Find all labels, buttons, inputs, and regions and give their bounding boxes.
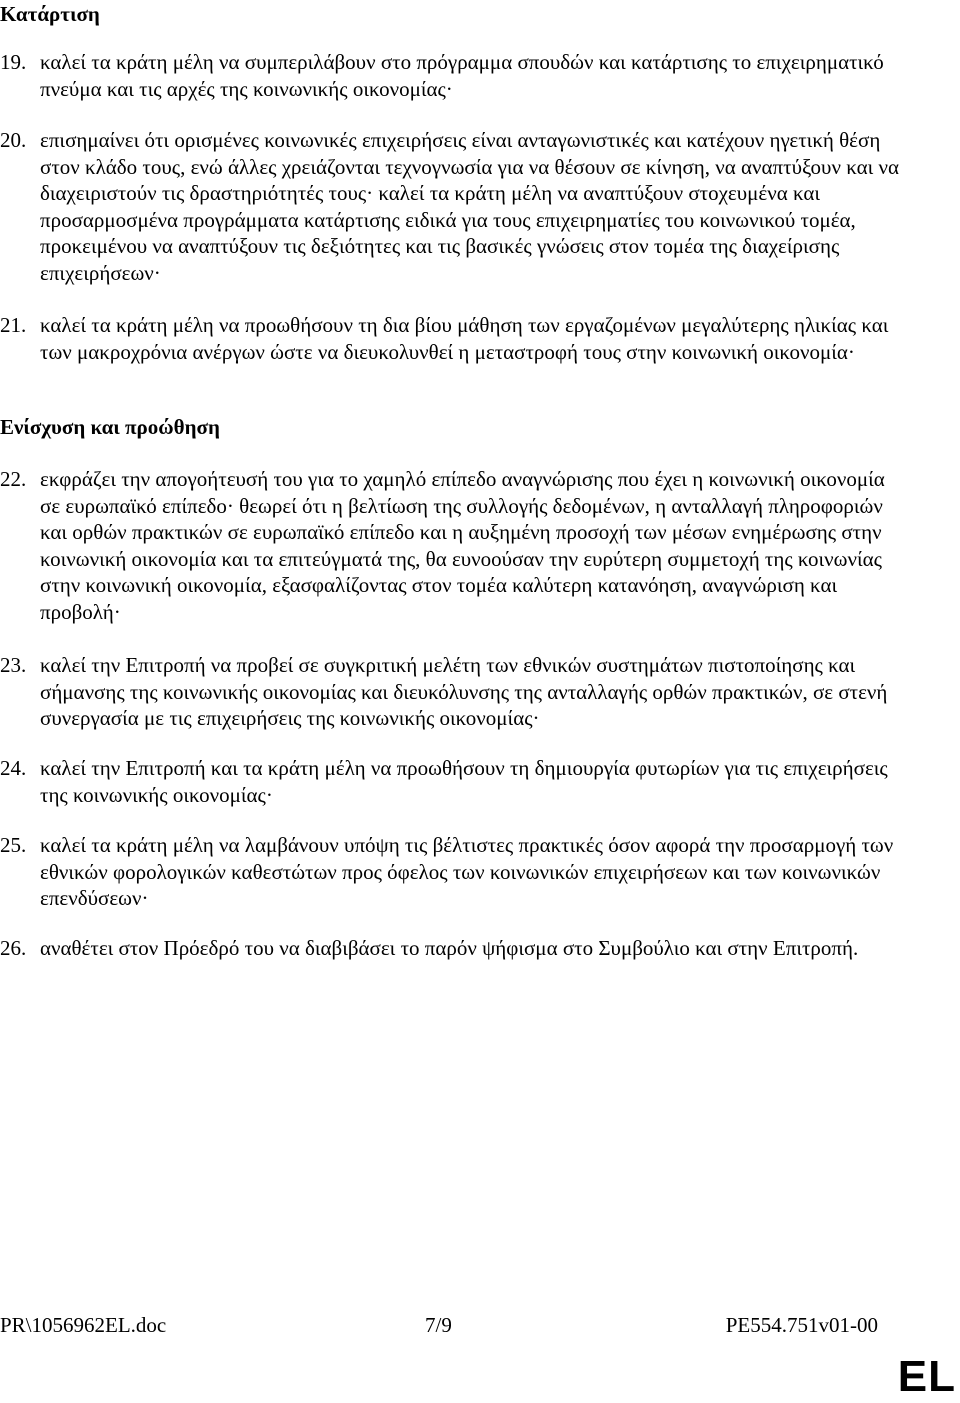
paragraph-26 [0, 935, 900, 962]
section-heading-training: Κατάρτιση [0, 2, 100, 26]
paragraph-21 [0, 312, 900, 365]
paragraph-19 [0, 49, 900, 102]
paragraph-22 [0, 466, 900, 625]
paragraph-20 [0, 127, 900, 286]
paragraph-number: 24. [0, 756, 27, 780]
paragraph-number: 19. [0, 50, 27, 74]
section-heading-promotion: Ενίσχυση και προώθηση [0, 415, 220, 439]
paragraph-23 [0, 652, 900, 732]
language-code: EL [897, 1352, 956, 1401]
footer-doc-ref: PR\1056962EL.doc [0, 1313, 167, 1337]
paragraph-text: καλεί τα κράτη μέλη να λαμβάνουν υπόψη τις βέλτιστες πρακτικές όσον αφορά την προσαρμογή των εθνικών φορολογικών καθεστώτων προς όφελος των κοινωνικών επιχειρήσεων και των κοινωνικών επενδύσεων· [40, 833, 894, 910]
paragraph-number: 20. [0, 128, 27, 152]
footer-pe-ref: PE554.751v01-00 [725, 1313, 878, 1337]
paragraph-number: 25. [0, 833, 27, 857]
paragraph-text: καλεί τα κράτη μέλη να συμπεριλάβουν στο πρόγραμμα σπουδών και κατάρτισης το επιχειρηματικό πνεύμα και τις αρχές της κοινωνικής οικονομίας· [40, 50, 884, 101]
paragraph-number: 26. [0, 936, 27, 960]
paragraph-number: 22. [0, 467, 27, 491]
paragraph-text: καλεί την Επιτροπή να προβεί σε συγκριτική μελέτη των εθνικών συστημάτων πιστοποίησης και σήμανσης της κοινωνικής οικονομίας και διευκόλυνσης της ανταλλαγής ορθών πρακτικών, σε στενή συνεργασία με τις επιχειρήσεις της κοινωνικής οικονομίας· [40, 653, 888, 730]
paragraph-text: αναθέτει στον Πρόεδρό του να διαβιβάσει το παρόν ψήφισμα στο Συμβούλιο και στην Επιτροπή. [40, 936, 859, 960]
paragraph-text: επισημαίνει ότι ορισμένες κοινωνικές επιχειρήσεις είναι ανταγωνιστικές και κατέχουν ηγετική θέση στον κλάδο τους, ενώ άλλες χρειάζονται τεχνογνωσία για να θέσουν σε κίνηση, να αναπτύξουν και να διαχειριστούν τις δραστηριότητές τους· καλεί τα κράτη μέλη να αναπτύξουν στοχευμένα και προσαρμοσμένα προγράμματα κατάρτισης ειδικά για τους επιχειρηματίες του κοινωνικού τομέα, προκειμένου να αναπτύξουν τις δεξιότητες και τις βασικές γνώσεις στον τομέα της διαχείρισης επιχειρήσεων· [40, 128, 900, 285]
paragraph-text: εκφράζει την απογοήτευσή του για το χαμηλό επίπεδο αναγνώρισης που έχει η κοινωνική οικονομία σε ευρωπαϊκό επίπεδο· θεωρεί ότι η βελτίωση της συλλογής δεδομένων, η ανταλλαγή πληροφοριών και ορθών πρακτικών σε ευρωπαϊκό επίπεδο και η αυξημένη προσοχή των μέσων ενημέρωσης στην κοινωνική οικονομία και τα επιτεύγματά της, θα ευνοούσαν την ευρύτερη συμμετοχή της κοινωνίας στην κοινωνική οικονομία, εξασφαλίζοντας στον τομέα καλύτερη κατανόηση, αναγνώριση και προβολή· [40, 467, 885, 624]
paragraph-number: 21. [0, 313, 27, 337]
paragraph-text: καλεί τα κράτη μέλη να προωθήσουν τη δια βίου μάθηση των εργαζομένων μεγαλύτερης ηλικίας και των μακροχρόνια ανέργων ώστε να διευκολυνθεί η μεταστροφή τους στην κοινωνική οικονομία· [40, 313, 889, 364]
paragraph-text: καλεί την Επιτροπή και τα κράτη μέλη να προωθήσουν τη δημιουργία φυτωρίων για τις επιχειρήσεις της κοινωνικής οικονομίας· [40, 756, 888, 807]
paragraph-25 [0, 832, 900, 912]
paragraph-number: 23. [0, 653, 27, 677]
paragraph-24 [0, 755, 900, 808]
footer-page-number: 7/9 [425, 1313, 452, 1337]
